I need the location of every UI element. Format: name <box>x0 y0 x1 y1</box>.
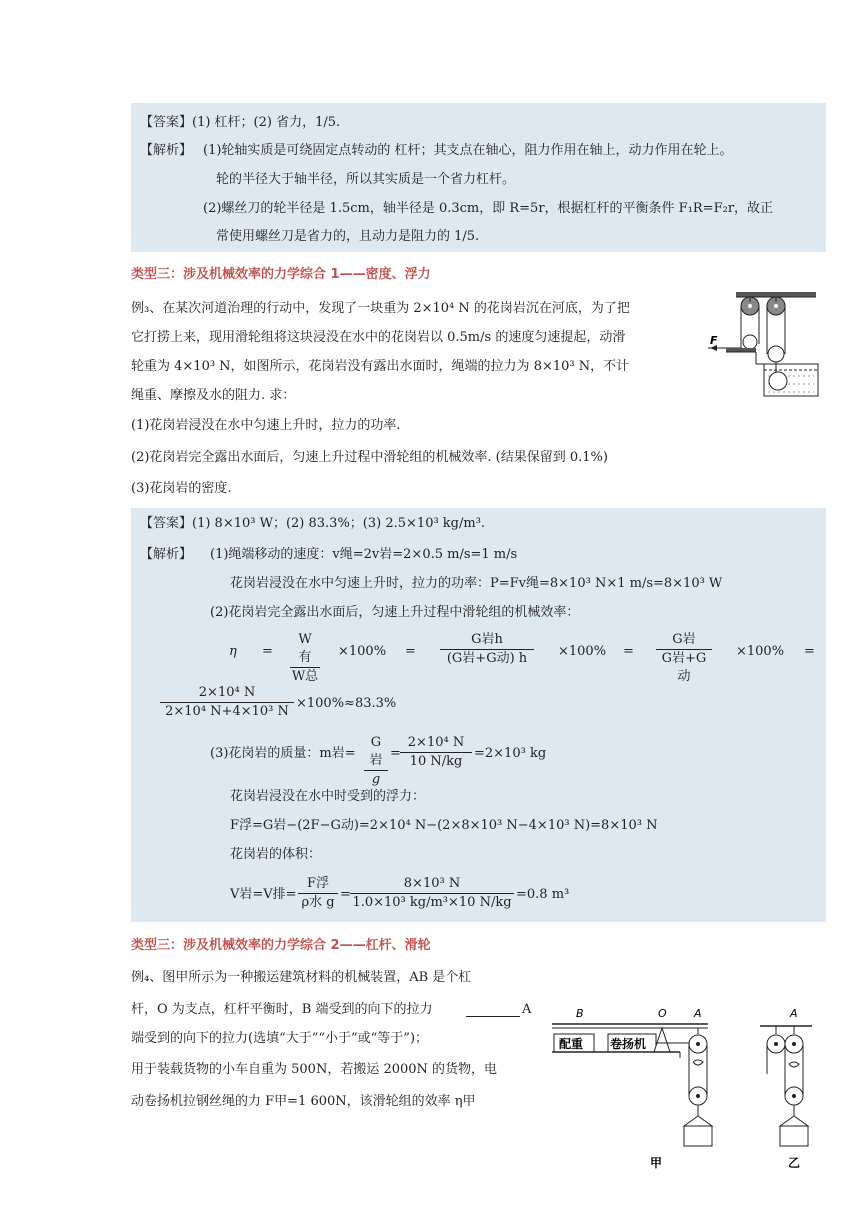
fraction-n-den: 2×10⁴ N+4×10³ N <box>165 704 289 719</box>
ex4-line4: 用于装载货物的小车自重为 500N，若搬运 2000N 的货物，电 <box>131 1062 498 1077</box>
fraction-v2 <box>350 875 514 912</box>
ex3-line2: 它打捞上来，现用滑轮组将这块浸没在水中的花岗岩以 0.5m/s 的速度匀速提起，动滑 <box>131 330 626 345</box>
fig-label-jia: 甲 <box>650 1156 663 1170</box>
ans3-answer: 【答案】(1) 8×10³ W；(2) 83.3%；(3) 2.5×10³ kg/m³. <box>140 516 486 531</box>
ex4-line1: 例₄、图甲所示为一种搬运建筑材料的机械装置，AB 是个杠 <box>131 970 472 985</box>
ex3-question2: (2)花岗岩完全露出水面后，匀速上升过程中滑轮组的机械效率. (结果保留到 0.1%) <box>131 450 608 465</box>
ex4-line3: 端受到的向下的拉力(选填“大于”“小于”或“等于”)； <box>131 1031 429 1046</box>
fraction-gh <box>440 631 534 668</box>
ex2-analysis-line2: 轮的半径大于轴半径，所以其实质是一个省力杠杆。 <box>216 172 516 187</box>
fraction-w-num: W有 <box>290 631 320 668</box>
fraction-g-num: G岩 <box>656 631 712 650</box>
ans3-step7: 花岗岩的体积： <box>230 847 322 862</box>
lever-pulley-figure-ex4 <box>550 1004 820 1174</box>
ex2-analysis-line3: (2)螺丝刀的轮半径是 1.5cm，轴半径是 0.3cm，即 R=5r，根据杠杆的平衡条件 F₁R=F₂r，故正 <box>203 201 774 216</box>
equals-4: = <box>804 644 815 659</box>
volume-prefix: V岩=V排= <box>230 887 297 902</box>
equals-v: = <box>340 887 351 902</box>
ans3-step6: F浮=G岩−(2F−G动)=2×10⁴ N−(2×8×10³ N−4×10³ N)=8×10³ N <box>230 818 658 833</box>
mass-result: =2×10³ kg <box>474 746 547 761</box>
fraction-m2-den: 10 N/kg <box>409 754 463 769</box>
ex2-analysis-label: 【解析】 <box>140 143 193 158</box>
ans3-analysis-label: 【解析】 <box>140 547 193 562</box>
percent-1: ×100% <box>338 644 387 659</box>
ex2-analysis-line1: (1)轮轴实质是可绕固定点转动的 杠杆；其支点在轴心，阻力作用在轴上，动力作用在轮上。 <box>203 143 733 158</box>
ex4-line2b: A <box>522 1002 532 1017</box>
ex3-line4: 绳重、摩擦及水的阻力. 求： <box>131 388 296 403</box>
ans3-step5: 花岗岩浸没在水中时受到的浮力： <box>230 789 426 804</box>
ex4-line2a: 杆，O 为支点，杠杆平衡时，B 端受到的向下的拉力 <box>131 1002 433 1017</box>
fraction-m2-num: 2×10⁴ N <box>400 734 472 753</box>
ex2-analysis-line4: 常使用螺丝刀是省力的，且动力是阻力的 1/5. <box>216 229 480 244</box>
fraction-v1-num: F浮 <box>298 875 338 894</box>
fig-label-yi: 乙 <box>788 1156 801 1170</box>
fraction-g <box>656 631 712 686</box>
fraction-n <box>160 684 294 721</box>
section-title-2: 类型三：涉及机械效率的力学综合 2——杠杆、滑轮 <box>131 938 431 953</box>
fig-label-A2: A <box>790 1007 798 1020</box>
ans3-step1: (1)绳端移动的速度：v绳=2v岩=2×0.5 m/s=1 m/s <box>210 547 518 562</box>
fraction-v2-den: 1.0×10³ kg/m³×10 N/kg <box>352 895 512 910</box>
fraction-gh-num: G岩h <box>440 631 534 650</box>
equals-m: = <box>390 746 401 761</box>
fraction-n-num: 2×10⁴ N <box>160 684 294 703</box>
ex4-blank[interactable] <box>466 1016 520 1017</box>
fig-label-juanyangji: 卷扬机 <box>610 1037 647 1051</box>
fraction-v2-num: 8×10³ N <box>350 875 514 894</box>
ex4-line5: 动卷扬机拉钢丝绳的力 F甲=1 600N，该滑轮组的效率 η甲 <box>131 1094 476 1109</box>
eta-symbol: η <box>229 644 237 659</box>
fraction-w <box>290 631 320 686</box>
equals-2: = <box>405 644 416 659</box>
percent-2: ×100% <box>558 644 607 659</box>
pulley-figure-ex3 <box>708 292 820 398</box>
ex3-question3: (3)花岗岩的密度. <box>131 481 232 496</box>
ex3-question1: (1)花岗岩浸没在水中匀速上升时，拉力的功率. <box>131 418 401 433</box>
ans3-step3: (2)花岗岩完全露出水面后，匀速上升过程中滑轮组的机械效率： <box>210 605 580 620</box>
percent-3: ×100% <box>736 644 785 659</box>
fraction-v1-den: ρ水 g <box>301 895 335 910</box>
fraction-g-den: G岩+G动 <box>661 651 707 684</box>
fig-label-O: O <box>658 1007 667 1020</box>
ans3-step2: 花岗岩浸没在水中匀速上升时，拉力的功率：P=Fv绳=8×10³ N×1 m/s=8×10³ W <box>230 576 723 591</box>
fraction-v1 <box>298 875 338 912</box>
ex3-line3: 轮重为 4×10³ N，如图所示，花岗岩没有露出水面时，绳端的拉力为 8×10³ N，不计 <box>131 359 630 374</box>
fraction-m1-den: g <box>371 772 381 787</box>
efficiency-result: ×100%≈83.3% <box>296 696 397 711</box>
fraction-w-den: W总 <box>291 669 319 684</box>
equals-1: = <box>262 644 273 659</box>
volume-result: =0.8 m³ <box>516 887 570 902</box>
fraction-m2 <box>400 734 472 771</box>
fig-label-B: B <box>576 1007 584 1020</box>
force-label-F: F <box>710 334 718 347</box>
fraction-gh-den: (G岩+G动) h <box>446 651 528 666</box>
fraction-m1-num: G岩 <box>364 734 388 771</box>
fraction-m1 <box>364 734 388 789</box>
fig-label-peizhong: 配重 <box>559 1037 584 1051</box>
fig-label-A: A <box>694 1007 702 1020</box>
ex3-line1: 例₃、在某次河道治理的行动中，发现了一块重为 2×10⁴ N 的花岗岩沉在河底，为了把 <box>131 301 630 316</box>
equals-3: = <box>623 644 634 659</box>
section-title-1: 类型三：涉及机械效率的力学综合 1——密度、浮力 <box>131 267 431 282</box>
ans3-step4: (3)花岗岩的质量：m岩= <box>210 746 356 761</box>
ex2-answer: 【答案】(1) 杠杆；(2) 省力，1/5. <box>140 115 341 130</box>
